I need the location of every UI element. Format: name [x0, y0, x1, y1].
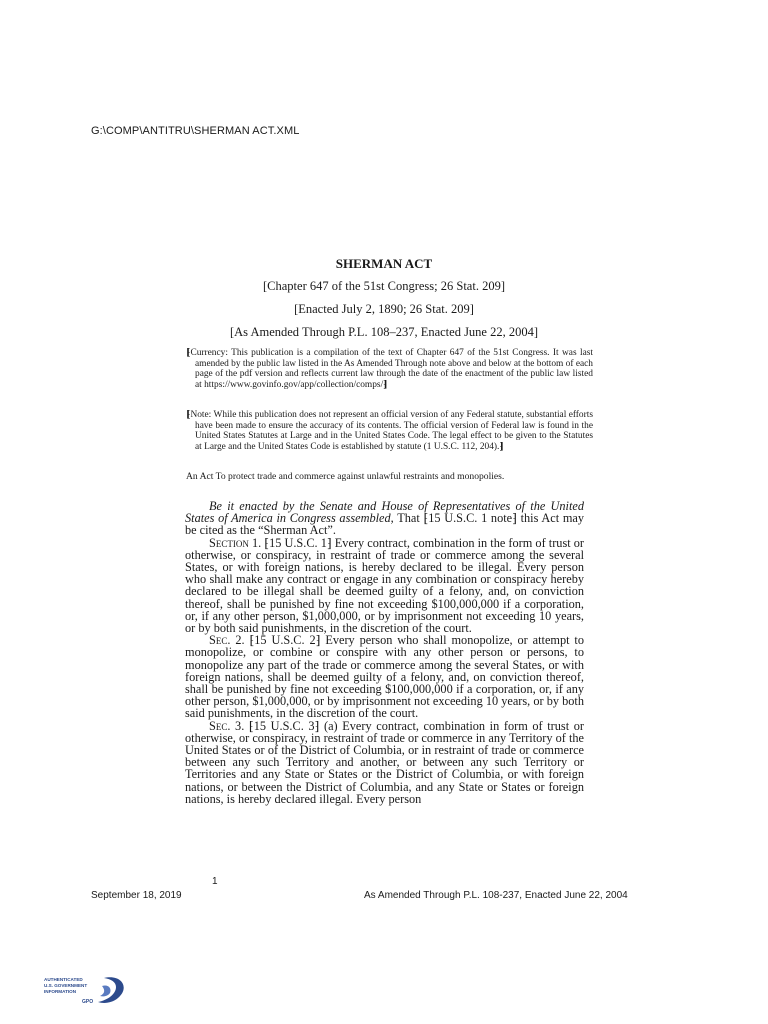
section-2-text: ⁅15 U.S.C. 2⁆ Every person who shall monopolize, or attempt to monopolize, or combine or conspire with any other person or persons, to monopolize any part of the trade or commerce among the several States, or with foreign nations, shall be deemed guilty of a felony, and, on conviction thereof, shall be punished by fine not exceeding $100,000,000 if a corporation, or, if any other person, $1,000,000, or by imprisonment not exceeding 10 years, or by both said punishments, in the discretion of the court.	[185, 633, 584, 721]
gpo-authentication-seal-icon	[42, 972, 132, 1012]
enacting-clause	[185, 500, 584, 537]
section-3-text: ⁅15 U.S.C. 3⁆ (a) Every contract, combination in form of trust or otherwise, or conspiracy, in restraint of trade or commerce in any Territory of the United States or of the District of Columbia, or in restraint of trade or commerce between any such Territory and another, or between any such Territory or Territories and any State or States or the District of Columbia, or with foreign nations, or between the District of Columbia, and any State or States or foreign nations, is hereby declared illegal. Every person	[185, 718, 585, 806]
act-purpose-line: An Act To protect trade and commerce against unlawful restraints and monopolies.	[186, 471, 505, 482]
amended-citation: [As Amended Through P.L. 108–237, Enacted June 22, 2004]	[229, 325, 539, 339]
footer-amended: As Amended Through P.L. 108-237, Enacted June 22, 2004	[364, 890, 628, 901]
page-number: 1	[212, 876, 218, 887]
footer-date: September 18, 2019	[91, 890, 182, 901]
svg-text:U.S. GOVERNMENT: U.S. GOVERNMENT	[44, 983, 88, 988]
open-bracket: ⁅	[186, 410, 191, 420]
currency-note-text: Currency: This publication is a compilation of the text of Chapter 647 of the 51st Congress. It was last amended by the public law listed in the As Amended Through note above and below at the bottom of each page of the pdf version and reflects current law through the date of the enactment of the public law listed at https://www.govinfo.gov/app/collection/comps/	[190, 348, 593, 390]
official-version-note	[186, 410, 593, 452]
enacting-clause-italic: Be it enacted by the Senate and House of Representatives of the United States of America in Congress assembled,	[185, 499, 584, 526]
open-bracket: ⁅	[186, 348, 191, 358]
section-3	[185, 720, 584, 805]
svg-text:AUTHENTICATED: AUTHENTICATED	[44, 977, 83, 982]
close-bracket: ⁆	[499, 441, 504, 452]
statute-body	[185, 500, 584, 805]
svg-text:INFORMATION: INFORMATION	[44, 989, 77, 994]
section-2-label: Sec. 2.	[209, 633, 245, 648]
enacting-clause-text: That ⁅15 U.S.C. 1 note⁆ this Act may be cited as the “Sherman Act”.	[185, 511, 584, 538]
file-path-header: G:\COMP\ANTITRU\SHERMAN ACT.XML	[91, 125, 300, 137]
section-2	[185, 634, 584, 719]
document-title: SHERMAN ACT	[335, 256, 433, 271]
section-1-text: ⁅15 U.S.C. 1⁆ Every contract, combination in the form of trust or otherwise, or conspiracy, in restraint of trade or commerce among the several States, or with foreign nations, is hereby declared to be illegal. Every person who shall make any contract or engage in any combination or conspiracy hereby declared to be illegal shall be deemed guilty of a felony, and, on conviction thereof, shall be punished by fine not exceeding $100,000,000 if a corporation, or, if any other person, $1,000,000, or by imprisonment not exceeding 10 years, or by both said punishments, in the discretion of the court.	[185, 535, 584, 636]
svg-text:GPO: GPO	[82, 999, 94, 1005]
official-version-note-text: Note: While this publication does not represent an official version of any Federal statute, substantial efforts have been made to ensure the accuracy of its contents. The official version of Federal law is found in the United States Statutes at Large and in the United States Code. The legal effect to be given to the Statutes at Large and the United States Code is established by statute (1 U.S.C. 112, 204).	[190, 410, 593, 452]
section-3-label: Sec. 3.	[209, 718, 245, 733]
close-bracket: ⁆	[383, 379, 388, 390]
enacted-citation: [Enacted July 2, 1890; 26 Stat. 209]	[294, 302, 474, 316]
section-1-label: Section 1.	[209, 535, 262, 550]
chapter-citation: [Chapter 647 of the 51st Congress; 26 Stat. 209]	[263, 279, 505, 293]
section-1	[185, 537, 584, 635]
currency-note	[186, 348, 593, 390]
